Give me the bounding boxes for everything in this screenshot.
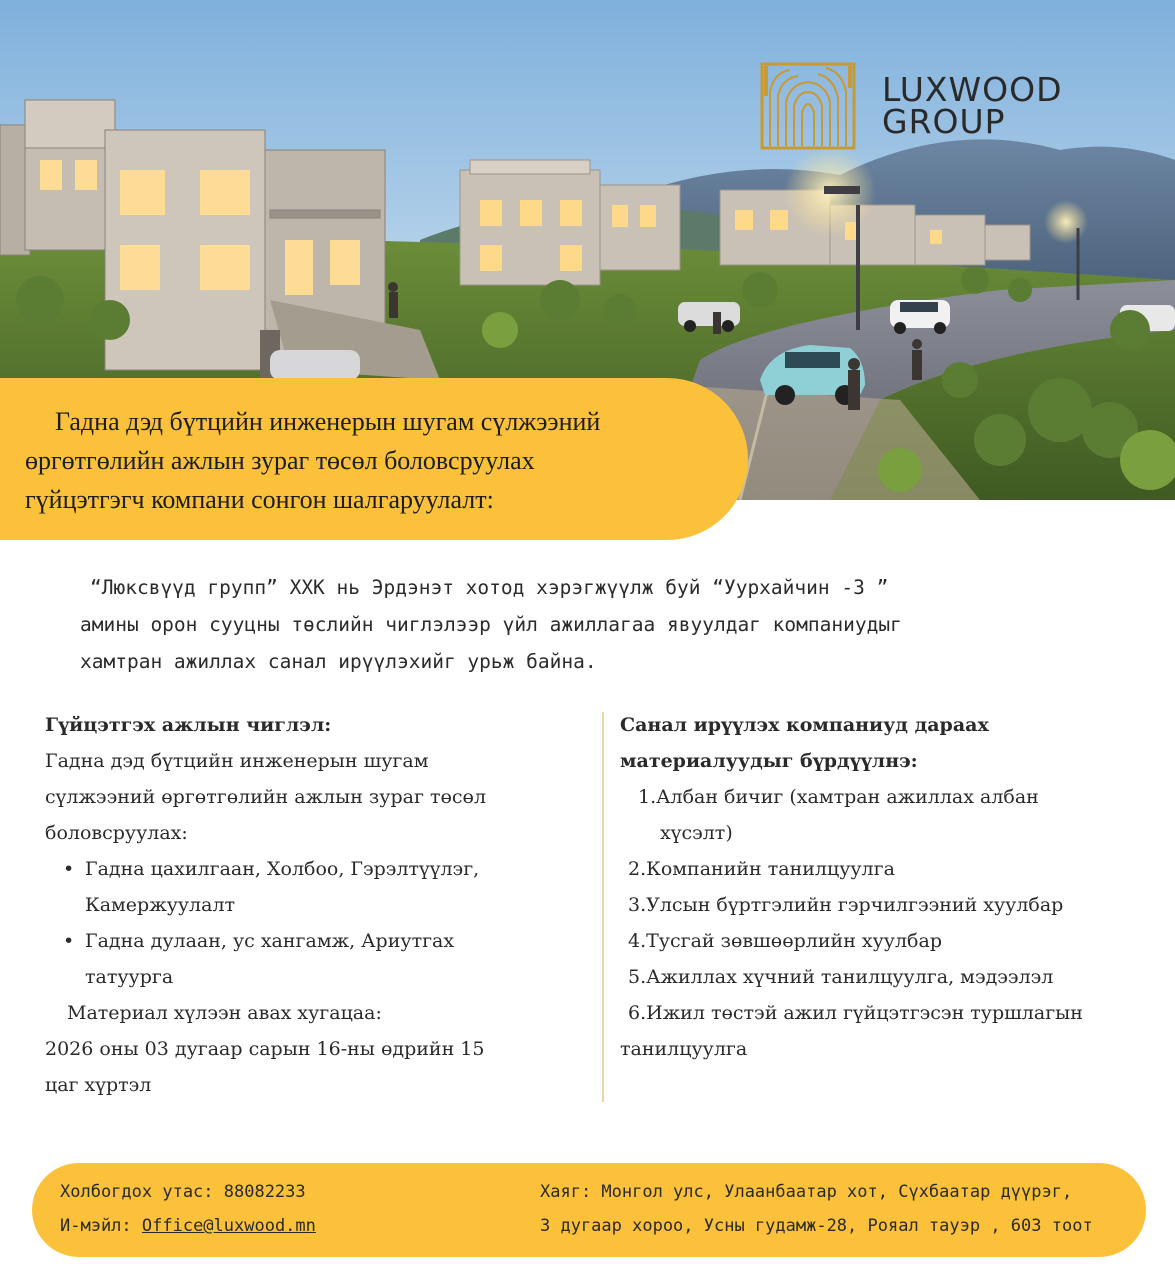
list-item: 6.Ижил төстэй ажил гүйцэтгэсэн туршлагын [628,1002,1083,1024]
brand-line-2: GROUP [882,102,1006,141]
bullet-text-cont: татуурга [85,966,174,988]
work-scope-desc-2: сүлжээний өргөтгөлийн ажлын зураг төсөл [45,786,487,808]
work-scope-heading: Гүйцэтгэх ажлын чиглэл: [45,714,332,736]
bullet-text: Гадна цахилгаан, Холбоо, Гэрэлтүүлэг, [85,858,480,880]
bullet-dot: • [63,858,75,880]
documents-heading-2: материалуудыг бүрдүүлнэ: [620,750,918,772]
brand-line-1: LUXWOOD [882,70,1063,109]
work-scope-desc-1: Гадна дэд бүтцийн инженерын шугам [45,750,429,772]
list-item: 2.Компанийн танилцуулга [628,858,895,880]
contact-info [60,1175,316,1243]
required-documents-column [620,707,1170,1067]
work-scope-column [45,707,590,1103]
list-item: 4.Тусгай зөвшөөрлийн хуулбар [628,930,942,952]
title-line-3: гүйцэтгэгч компани сонгон шалгаруулалт: [25,485,494,514]
email-row [60,1209,316,1243]
intro-line-1: “Люксвүүд групп” ХХК нь Эрдэнэт хотод хэрэгжүүлж буй “Уурхайчин -3 ” [90,576,889,599]
title-line-1: Гадна дэд бүтцийн инженерын шугам сүлжээний [55,407,601,436]
list-item [45,923,590,959]
address-info [540,1175,1093,1243]
address-line-1: Хаяг: Монгол улс, Улаанбаатар хот, Сүхбаатар дүүрэг, [540,1182,1073,1202]
work-scope-desc-3: боловсруулах: [45,822,188,844]
list-item-cont: хүсэлт) [660,822,733,844]
intro-line-2: амины орон сууцны төслийн чиглэлээр үйл ажиллагаа явуулдаг компаниудыг [80,613,902,636]
email-link[interactable]: Office@luxwood.mn [141,1216,316,1236]
luxwood-logo [760,62,1063,150]
contact-footer [32,1163,1146,1257]
deadline-line-2: цаг хүртэл [45,1074,152,1096]
intro-line-3: хамтран ажиллах санал ирүүлэхийг урьж байна. [80,650,597,673]
list-item: 3.Улсын бүртгэлийн гэрчилгээний хуулбар [628,894,1064,916]
list-item [45,851,590,887]
email-label: И-мэйл: [60,1216,142,1236]
title-banner [0,378,748,540]
deadline-line-1: 2026 оны 03 дугаар сарын 16-ны өдрийн 15 [45,1038,485,1060]
phone-number: Холбогдох утас: 88082233 [60,1182,306,1202]
brand-name [882,70,1063,141]
list-item: 1.Албан бичиг (хамтран ажиллах албан [638,786,1039,808]
announcement-title [25,402,735,519]
documents-heading-1: Санал ирүүлэх компаниуд дараах [620,714,989,736]
bullet-text-cont: Камержуулалт [85,894,236,916]
bullet-dot: • [63,930,75,952]
deadline-label: Материал хүлээн авах хугацаа: [67,1002,382,1024]
address-line-2: 3 дугаар хороо, Усны гудамж-28, Рояал тауэр , 603 тоот [540,1216,1093,1236]
wood-grain-logo-icon [760,62,856,150]
list-item: 5.Ажиллах хүчний танилцуулга, мэдээлэл [628,966,1054,988]
list-item-cont: танилцуулга [620,1038,748,1060]
intro-paragraph [80,569,1130,680]
bullet-text: Гадна дулаан, ус хангамж, Ариутгах [85,930,455,952]
column-divider [602,712,604,1102]
title-line-2: өргөтгөлийн ажлын зураг төсөл боловсруулах [25,446,535,475]
